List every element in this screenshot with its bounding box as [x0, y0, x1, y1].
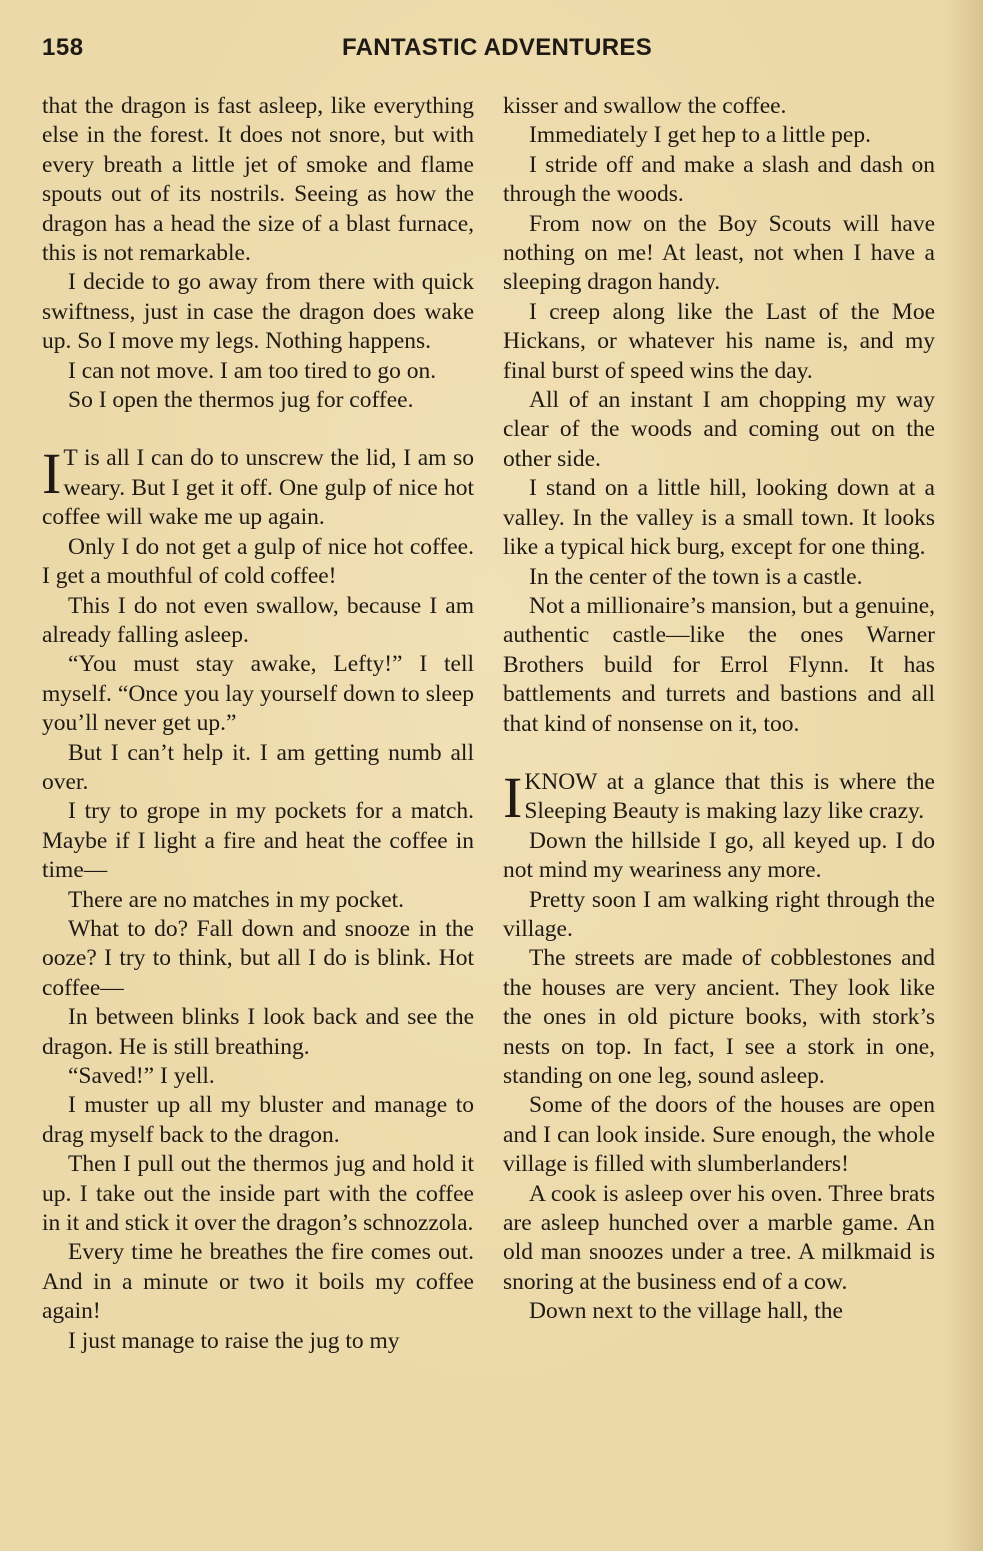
paragraph: A cook is asleep over his oven. Three brats are asleep hunched over a marble game. An old man snoozes under a tree. A milkmaid is snoring at the business end of a cow.	[503, 1180, 935, 1295]
paragraph: I muster up all my bluster and manage to drag myself back to the dragon.	[42, 1092, 474, 1148]
paragraph: This I do not even swallow, because I am already falling asleep.	[42, 592, 474, 648]
paragraph: that the dragon is fast asleep, like everything else in the forest. It does not snore, but with every breath a little jet of smoke and flame spouts out of its nostrils. Seeing as how the dragon has a head the size of a blast furnace, this is not remarkable.	[42, 93, 474, 267]
paragraph: I stride off and make a slash and dash on through the woods.	[503, 151, 935, 208]
paragraph: What to do? Fall down and snooze in the ooze? I try to think, but all I do is blink. Hot coffee—	[42, 915, 474, 1001]
paragraph: I decide to go away from there with quick swiftness, just in case the dragon does wake up. So I move my legs. Nothing happens.	[42, 269, 474, 355]
paragraph: I try to grope in my pockets for a match. Maybe if I light a fire and heat the coffee in time—	[42, 798, 474, 884]
running-head: FANTASTIC ADVENTURES	[342, 34, 653, 61]
paragraph: There are no matches in my pocket.	[68, 886, 405, 913]
paragraph: All of an instant I am chopping my way clear of the woods and coming out on the other side.	[503, 387, 935, 472]
paragraph: Pretty soon I am walking right through the village.	[503, 886, 935, 942]
paragraph: I creep along like the Last of the Moe Hickans, or whatever his name is, and my final burst of speed wins the day.	[503, 298, 935, 384]
paragraph: From now on the Boy Scouts will have nothing on me! At least, not when I have a sleeping dragon handy.	[503, 210, 935, 296]
paragraph: I can not move. I am too tired to go on.	[68, 357, 437, 384]
paragraph: I stand on a little hill, looking down at a valley. In the valley is a small town. It looks like a typical hick burg, except for one thing.	[503, 475, 935, 561]
paragraph: Only I do not get a gulp of nice hot coffee. I get a mouthful of cold coffee!	[42, 533, 474, 590]
drop-cap: I	[42, 441, 62, 507]
paragraph: Some of the doors of the houses are open and I can look inside. Sure enough, the whole village is filled with slumberlanders!	[503, 1092, 935, 1178]
paragraph-text: T is all I can do to unscrew the lid, I am so weary. But I get it off. One gulp of nice hot coffee will wake me up again.	[42, 445, 474, 531]
paragraph-text: KNOW at a glance that this is where the Sleeping Beauty is making lazy like crazy.	[524, 768, 935, 825]
paragraph: Immediately I get hep to a little pep.	[529, 122, 871, 149]
left-column	[42, 92, 474, 1356]
section-opening-paragraph	[503, 764, 935, 830]
paragraph: Every time he breathes the fire comes out. And in a minute or two it boils my coffee again!	[42, 1239, 474, 1325]
paragraph: Then I pull out the thermos jug and hold it up. I take out the inside part with the coffee in it and stick it over the dragon’s schnozzola.	[42, 1151, 474, 1237]
paragraph: “You must stay awake, Lefty!” I tell myself. “Once you lay yourself down to sleep you’ll never get up.”	[42, 651, 474, 737]
page-header	[42, 34, 935, 70]
page-number: 158	[42, 34, 84, 61]
paragraph: But I can’t help it. I am getting numb all over.	[42, 739, 474, 795]
paragraph: Down next to the village hall, the	[529, 1298, 843, 1325]
paragraph: “Saved!” I yell.	[68, 1063, 215, 1089]
paragraph: kisser and swallow the coffee.	[503, 93, 787, 119]
paragraph: The streets are made of cobblestones and the houses are very ancient. They look like the ones in old picture books, with stork’s nests on top. In fact, I see a stork in one, standing on one leg, sound asleep.	[503, 945, 935, 1089]
paragraph: Not a millionaire’s mansion, but a genuine, authentic castle—like the ones Warner Brothers build for Errol Flynn. It has battlements and turrets and bastions and all that kind of nonsense on it, too.	[503, 592, 935, 737]
section-opening-paragraph	[42, 441, 474, 532]
right-column	[503, 92, 935, 1327]
paragraph: So I open the thermos jug for coffee.	[68, 387, 414, 414]
paragraph: I just manage to raise the jug to my	[68, 1327, 400, 1354]
paragraph: Down the hillside I go, all keyed up. I do not mind my weariness any more.	[503, 827, 935, 884]
paragraph: In the center of the town is a castle.	[529, 563, 863, 590]
drop-cap: I	[503, 764, 523, 830]
paragraph: In between blinks I look back and see the dragon. He is still breathing.	[42, 1004, 474, 1060]
